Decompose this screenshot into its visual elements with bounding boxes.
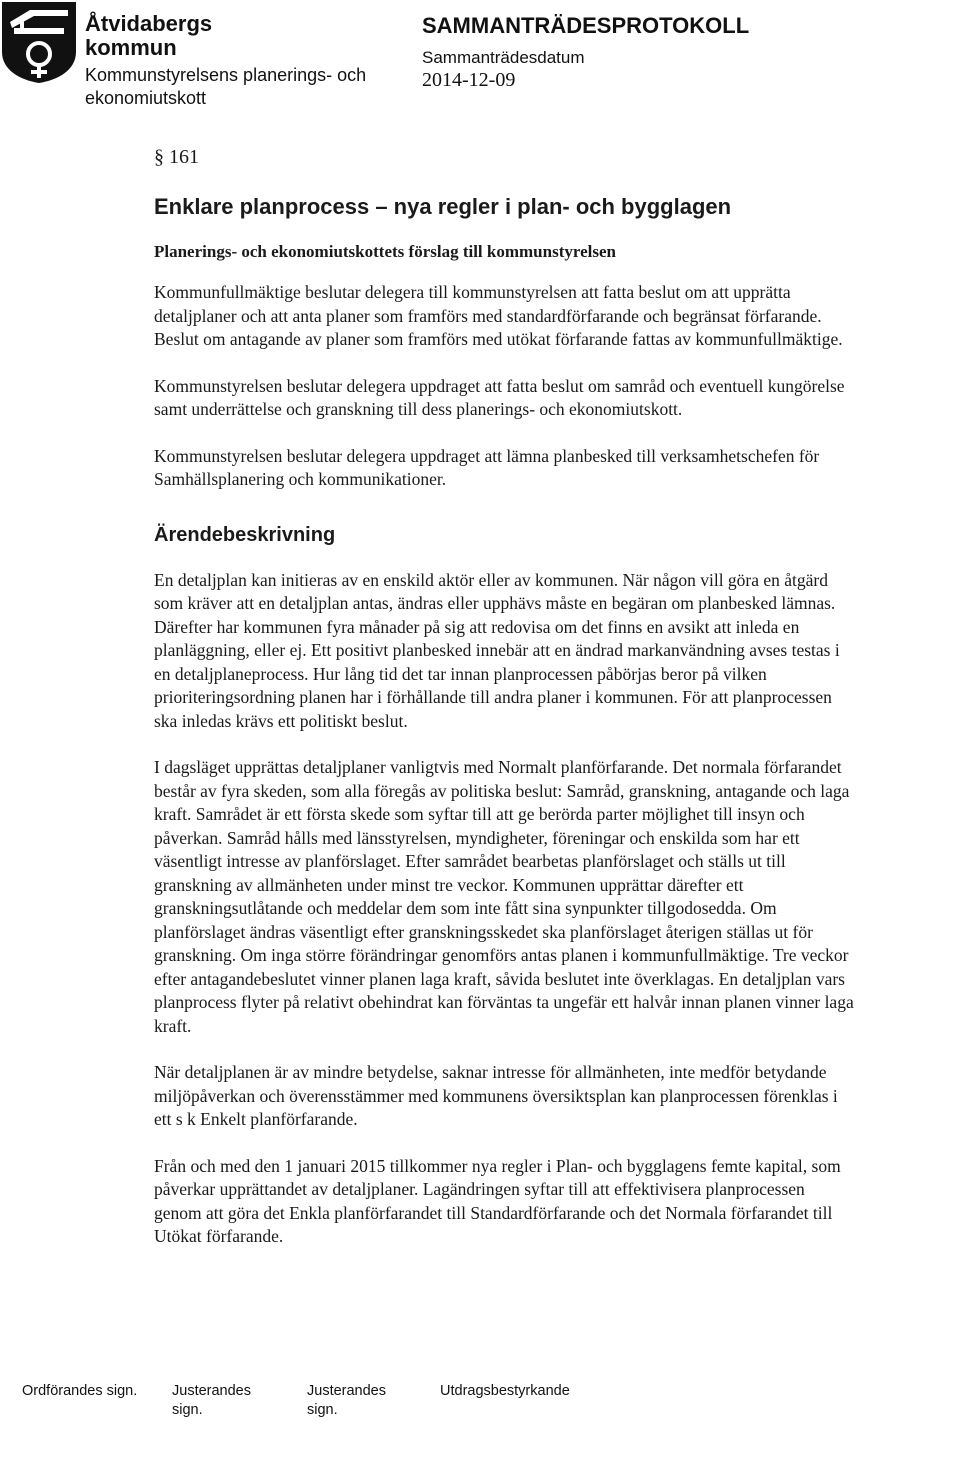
adjuster-signature-field xyxy=(307,1382,386,1420)
chair-signature-field xyxy=(22,1382,137,1401)
organization-name-line1: Åtvidabergs xyxy=(85,11,213,36)
description-paragraph: En detaljplan kan initieras av en enskild aktör eller av kommunen. När någon vill göra en åtgärd som kräver att en detaljplan antas, ändras eller upphävs måste en begäran om planbesked lämnas. Därefter har kommunen fyra månader på sig att redovisa om det finns en avsikt att inleda en planläggning, eller ej. Ett positivt planbesked innebär att en ändrad markanvändning avses testas i en detaljplaneprocess. Hur lång tid det tar innan planprocessen påbörjas beror på vilken prioriteringsordning planen har i förhållande till andra planer i kommunen. För att planprocessen ska inledas krävs ett politiskt beslut. xyxy=(154,569,840,731)
committee-name-line1: Kommunstyrelsens planerings- och xyxy=(85,65,367,85)
adjuster-signature-field xyxy=(172,1382,251,1420)
description-heading: Ärendebeskrivning xyxy=(154,523,336,546)
adjuster-signature-label-line2: sign. xyxy=(307,1402,338,1418)
description-paragraph: När detaljplanen är av mindre betydelse, saknar intresse för allmänheten, inte medför betydande miljöpåverkan och överensstämmer med kommunens översiktsplan kan planprocessen förenklas i ett s k Enkelt planförfarande. xyxy=(154,1062,838,1129)
proposal-paragraph: Kommunstyrelsen beslutar delegera uppdraget att lämna planbesked till verksamhetschefen för Samhällsplanering och kommunikationer. xyxy=(154,445,820,489)
meeting-date: 2014-12-09 xyxy=(422,69,516,91)
organization-name-line2: kommun xyxy=(85,35,177,60)
proposal-paragraph: Kommunfullmäktige beslutar delegera till kommunstyrelsen att fatta beslut om att upprätta detaljplaner och att anta planer som framförs med standardförfarande och begränsat förfarande. Beslut om antagande av planer som framförs med utökat förfarande fattas av kommunfullmäktige. xyxy=(154,282,843,349)
coat-of-arms-icon xyxy=(0,0,78,84)
adjuster-signature-label-line1: Justerandes xyxy=(172,1383,251,1399)
extract-certification-label: Utdragsbestyrkande xyxy=(440,1383,570,1399)
document-type: SAMMANTRÄDESPROTOKOLL xyxy=(422,13,750,38)
protocol-body xyxy=(154,143,874,1272)
organization-name xyxy=(85,12,212,60)
committee-name xyxy=(85,64,366,110)
extract-certification-field xyxy=(440,1382,570,1401)
proposal-paragraph: Kommunstyrelsen beslutar delegera uppdraget att fatta beslut om samråd och eventuell kungörelse samt underrättelse och granskning till dess planerings- och ekonomiutskott. xyxy=(154,375,845,419)
section-number: § 161 xyxy=(154,146,199,168)
description-paragraph: Från och med den 1 januari 2015 tillkommer nya regler i Plan- och bygglagens femte kapital, som påverkar upprättandet av detaljplaner. Lagändringen syftar till att effektivisera planprocessen genom att göra det Enkla planförfarandet till Standardförfarande och det Normala förfarandet till Utökat förfarande. xyxy=(154,1155,841,1246)
committee-name-line2: ekonomiutskott xyxy=(85,88,207,108)
adjuster-signature-label-line1: Justerandes xyxy=(307,1383,386,1399)
chair-signature-label: Ordförandes sign. xyxy=(22,1383,138,1399)
meeting-date-label: Sammanträdesdatum xyxy=(422,48,585,67)
proposal-heading: Planerings- och ekonomiutskottets förslag till kommunstyrelsen xyxy=(154,242,616,261)
adjuster-signature-label-line2: sign. xyxy=(172,1402,203,1418)
description-paragraph: I dagsläget upprättas detaljplaner vanligtvis med Normalt planförfarande. Det normala förfarandet består av fyra skeden, som alla föregås av politiska beslut: Samråd, granskning, antagande och laga kraft. Samrådet är ett första skede som syftar till att ge berörda parter möjlighet till insyn och påverkan. Samråd hålls med länsstyrelsen, myndigheter, föreningar och enskilda som har ett väsentligt intresse av planförslaget. Efter samrådet bearbetas planförslaget och ställs ut till granskning av allmänheten under minst tre veckor. Kommunen upprättar därefter ett granskningsutlåtande och meddelar dem som inte fått sina synpunkter tillgodosedda. Om planförslaget ändras väsentligt efter granskningsskedet ska planförslaget återigen ställas ut för granskning. Om inga större förändringar genomförs antas planen i kommunfullmäktige. Tre veckor efter antagandebeslutet vinner planen laga kraft, såvida beslutet inte överklagas. En detaljplan vars planprocess flyter på relativt obehindrat kan förväntas ta ungefär ett halvår innan planen vinner laga kraft. xyxy=(154,757,854,1036)
matter-title: Enklare planprocess – nya regler i plan- och bygglagen xyxy=(154,194,732,219)
